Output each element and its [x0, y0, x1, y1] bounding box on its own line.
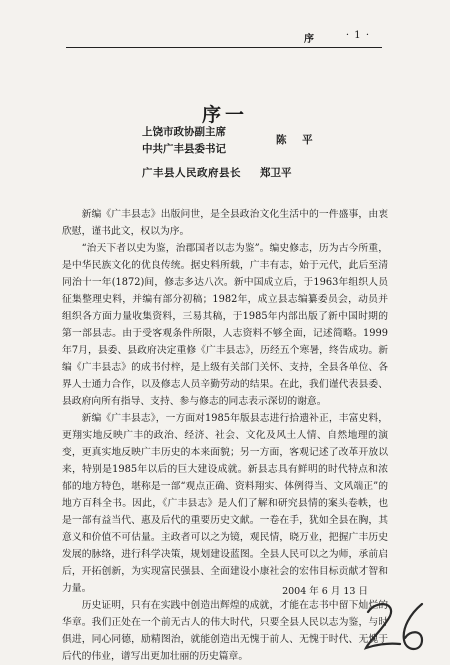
paragraph: “治天下者以史为鉴，治郡国者以志为鉴”。编史修志，历为古今所重，是中华民族文化的优良传统。据史料所载，广丰有志，始于元代，此后至清同治十一年(1872)间，修志多达八次。新中国成立后，于1963年组织人员征集整理史料，并编有部分初稿；1982年，成立县志编纂委员会，动员并组织各方面力量收集资料，三易其稿，于1985年内部出版了新中国时期的第一部县志。由于受客观条件所限，人志资料不够全面，记述简略。1999年7月，县委、县政府决定重修《广丰县志》，历经五个寒暑，终告成功。新编《广丰县志》的成书付梓，是上级有关部门关怀、支持，全县各单位、各界人士通力合作，以及修志人员辛勤劳动的结果。在此，我们谨代表县委、县政府向所有指导、支持、参与修志的同志表示深切的谢意。: [62, 243, 388, 407]
signatory-name-2: 郑卫平: [260, 167, 292, 179]
header-rule: [66, 47, 382, 48]
document-title: 序一: [201, 104, 248, 126]
running-header: [0, 30, 378, 46]
signatory-position-2: 广丰县人民政府县长: [142, 167, 241, 179]
paragraph: 新编《广丰县志》，一方面对1985年版县志进行拾遗补正，丰富史料，更翔实地反映广丰的政治、经济、社会、文化及风土人情、自然地理的演变，更真实地反映广丰历史的本来面貌；另一方面，客观记述了改革开放以来，特别是1985年以后的巨大建设成就。新县志具有鲜明的时代特点和浓郁的地方特色，堪称是一部“观点正确、资料翔实、体例得当、文风端正”的地方百科全书。因此，《广丰县志》是人们了解和研究县情的案头卷帙，也是一部有益当代、惠及后代的重要历史文献。一卷在手，犹如全县在胸，其意义和价值不可估量。主政者可以之为镜，观民情，晓万业，把握广丰历史发展的脉络，进行科学决策，规划建设蓝图。全县人民可以之为师，承前启后，开拓创新，为实现富民强县、全面建设小康社会的宏伟目标贡献才智和力量。: [62, 413, 388, 594]
paragraph: 历史证明，只有在实践中创造出辉煌的成就，才能在志书中留下灿烂的华章。我们正处在一个前无古人的伟大时代，只要全县人民以志为鉴，与时俱进，同心同德，励精图治，就能创造出无愧于前人、无愧于时代、无愧于后代的伟业，谱写出更加壮丽的历史篇章。: [62, 600, 388, 662]
running-header-title: 序: [304, 34, 314, 45]
signatory-name-1: 陈 平: [276, 134, 319, 146]
paragraph: 新编《广丰县志》出版问世，是全县政治文化生活中的一件盛事，由衷欣慰，谨书此文，权以为序。: [62, 209, 388, 237]
signatory-positions-1: [142, 124, 272, 158]
page-number: · 1 ·: [345, 30, 370, 41]
signatory-position: 上饶市政协副主席: [142, 126, 226, 138]
handwritten-page-mark: [360, 596, 430, 656]
signatory-position: 中共广丰县委书记: [142, 143, 226, 155]
document-date: 2004 年 6 月 13 日: [282, 586, 368, 597]
